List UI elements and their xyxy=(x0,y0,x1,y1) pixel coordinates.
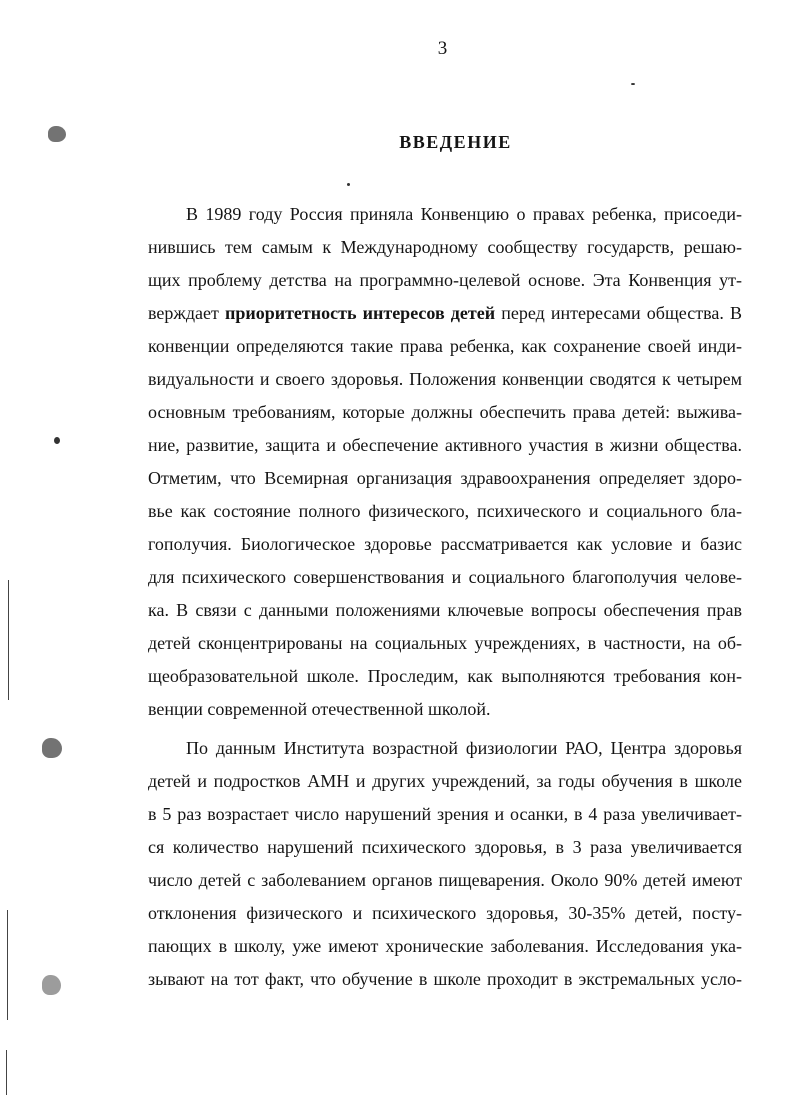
text-line: вье как состояние полного физического, психического и социального бла- xyxy=(148,501,742,521)
text-line: щих проблему детства на программно-целевой основе. Эта Конвенция ут- xyxy=(148,270,742,290)
text-line: щеобразовательной школе. Проследим, как выполняются требования кон- xyxy=(148,666,742,686)
text-line: зывают на тот факт, что обучение в школе проходит в экстремальных усло- xyxy=(148,969,742,989)
scan-speck xyxy=(631,83,635,85)
text-line: ка. В связи с данными положениями ключевые вопросы обеспечения прав xyxy=(148,600,742,620)
text-line: детей сконцентрированы на социальных учреждениях, в частности, на об- xyxy=(148,633,742,653)
text-line: отклонения физического и психического здоровья, 30-35% детей, посту- xyxy=(148,903,742,923)
text-line: для психического совершенствования и социального благополучия челове- xyxy=(148,567,742,587)
section-heading: ВВЕДЕНИЕ xyxy=(399,132,512,152)
scan-speck xyxy=(347,183,350,186)
text-line: основным требованиям, которые должны обеспечить права детей: выжива- xyxy=(148,402,742,422)
text-line: в 5 раз возрастает число нарушений зрения и осанки, в 4 раза увеличивает- xyxy=(148,804,742,824)
text-line: ся количество нарушений психического здоровья, в 3 раза увеличивается xyxy=(148,837,742,857)
page-number: 3 xyxy=(437,38,448,59)
text-line: По данным Института возрастной физиологии РАО, Центра здоровья xyxy=(186,738,742,758)
scan-edge-mark xyxy=(8,580,9,700)
scan-edge-mark xyxy=(7,910,8,1020)
text-line: пающих в школу, уже имеют хронические заболевания. Исследования ука- xyxy=(148,936,742,956)
scan-blot xyxy=(42,975,61,995)
text-line: венции современной отечественной школой. xyxy=(148,699,491,719)
text-fragment: перед интересами общества. В xyxy=(495,303,742,323)
scan-blot xyxy=(42,738,62,758)
emphasized-phrase: приоритетность интересов детей xyxy=(224,303,496,323)
text-line: Отметим, что Всемирная организация здравоохранения определяет здоро- xyxy=(148,468,742,488)
text-line: детей и подростков АМН и других учреждений, за годы обучения в школе xyxy=(148,771,742,791)
scan-speck xyxy=(54,437,60,444)
text-line: гополучия. Биологическое здоровье рассматривается как условие и базис xyxy=(148,534,742,554)
text-line: видуальности и своего здоровья. Положения конвенции сводятся к четырем xyxy=(148,369,742,389)
text-line: конвенции определяются такие права ребенка, как сохранение своей инди- xyxy=(148,336,742,356)
text-fragment: верждает xyxy=(148,303,225,323)
text-line: число детей с заболеванием органов пищеварения. Около 90% детей имеют xyxy=(148,870,742,890)
text-line: ние, развитие, защита и обеспечение активного участия в жизни общества. xyxy=(148,435,742,455)
text-line: В 1989 году Россия приняла Конвенцию о правах ребенка, присоеди- xyxy=(186,204,742,224)
text-line-with-emphasis xyxy=(148,297,742,330)
text-line: нившись тем самым к Международному сообществу государств, решаю- xyxy=(148,237,742,257)
scan-edge-mark xyxy=(6,1050,7,1095)
